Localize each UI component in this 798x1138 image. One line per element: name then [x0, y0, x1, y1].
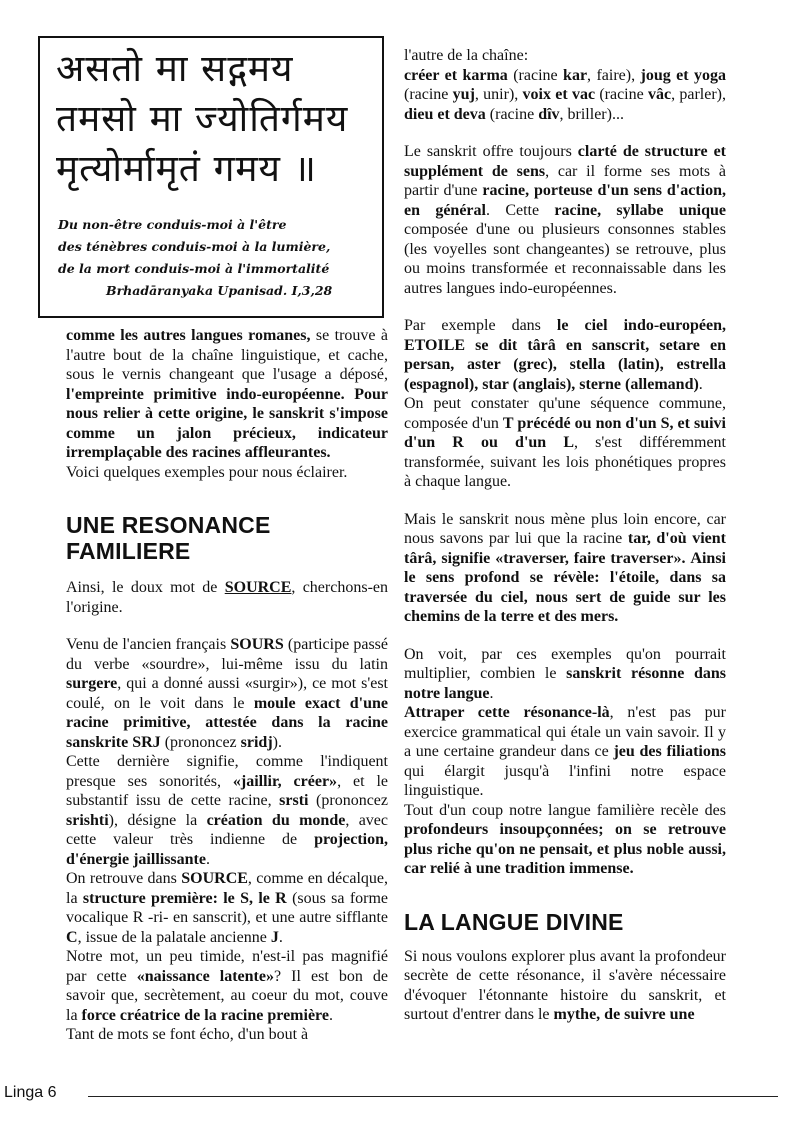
right-paragraph-4: On peut constater qu'une séquence commune, composée d'un T précédé ou non d'un S, et suivi d'un R ou d'un L, s'est différemment transformée, suivant les lois phonétiques propres à chaque langue.	[404, 395, 727, 490]
left-paragraph-7: Notre mot, un peu timide, n'est-il pas magnifié par cette «naissance latente»? Il est bon de savoir que, secrètement, au coeur du mot, couve la force créatrice de la racine première.	[66, 948, 389, 1024]
right-column	[404, 0, 726, 1025]
translation-line-3: de la mort conduis-moi à l'immortalité	[58, 261, 330, 276]
left-paragraph-8: Tant de mots se font écho, d'un bout à	[66, 1026, 309, 1043]
section-heading-resonance: UNE RESONANCE FAMILIERE	[66, 512, 271, 564]
sanskrit-line-3: मृत्योर्मामृतं गमय ॥	[56, 147, 317, 190]
right-paragraph-2: Le sanskrit offre toujours clarté de structure et supplément de sens, car il forme ses mots à partir d'une racine, porteuse d'un sens d'action, en général. Cette racine, syllabe unique composée d'une ou plusieurs consonnes stables (les voyelles sont changeantes) se retrouve, plus ou moins transformée et reconnaissable dans les autres langues indo-européennes.	[404, 143, 727, 297]
left-paragraph-3: Ainsi, le doux mot de SOURCE, cherchons-en l'origine.	[66, 579, 388, 616]
sanskrit-line-1: असतो मा सद्गमय	[56, 47, 294, 90]
left-paragraph-5: Cette dernière signifie, comme l'indiquent presque ses sonorités, «jaillir, créer», et le substantif issu de cette racine, srsti (prononcez srishti), désigne la création du monde, avec cette valeur très indienne de projection, d'énergie jaillissante.	[66, 753, 389, 868]
quote-source: Brhadāranyaka Upanisad. I,3,28	[106, 283, 333, 298]
right-paragraph-9: Si nous voulons explorer plus avant la profondeur secrète de cette résonance, il s'avère nécessaire d'évoquer l'étonnante histoire du sanskrit, et surtout d'entrer dans le mythe, de suivre une	[404, 947, 726, 1023]
left-column	[66, 0, 388, 1045]
footer-rule	[88, 1096, 778, 1097]
page-number-label: Linga 6	[4, 1084, 57, 1101]
translation-line-1: Du non-être conduis-moi à l'être	[58, 217, 287, 232]
right-paragraph-3: Par exemple dans le ciel indo-européen, ETOILE se dit târâ en sanscrit, setare en persan, aster (grec), stella (latin), estrella (espagnol), star (anglais), sterne (allemand).	[404, 317, 726, 393]
section-heading-langue-divine: LA LANGUE DIVINE	[404, 908, 624, 935]
right-paragraph-5: Mais le sanskrit nous mène plus loin encore, car nous savons par lui que la racine tar, d'où vient târâ, signifie «traverser, faire traverser». Ainsi le sens profond se révèle: l'étoile, dans sa traversée du ciel, nous sert de guide sur les chemins de la terre et des mers.	[404, 510, 727, 625]
left-paragraph-4: Venu de l'ancien français SOURS (participe passé du verbe «sourdre», lui-même issu du latin surgere, qui a donné aussi «surgir»), ce mot s'est coulé, on le voit dans le moule exact d'une racine primitive, attestée dans la racine sanskrite SRJ (prononcez sridj).	[66, 636, 388, 751]
right-paragraph-6: On voit, par ces exemples qu'on pourrait multiplier, combien le sanskrit résonne dans notre langue.	[404, 645, 726, 702]
left-paragraph-1: comme les autres langues romanes, se trouve à l'autre bout de la chaîne linguistique, et cache, sous le vernis changeant que l'usage a déposé, l'empreinte primitive indo-européenne. Pour nous relier à cette origine, le sanskrit s'impose comme un jalon précieux, indicateur irremplaçable des racines affleurantes.	[66, 327, 388, 461]
right-paragraph-1: l'autre de la chaîne: créer et karma (racine kar, faire), joug et yoga (racine yuj, unir), voix et vac (racine vâc, parler), dieu et deva (racine dîv, briller)...	[404, 47, 727, 123]
right-paragraph-7: Attraper cette résonance-là, n'est pas pur exercice grammatical qui étale un vain savoir. Il y a une certaine grandeur dans ce jeu des filiations qui élargit jusqu'à l'infini notre espace linguistique.	[404, 704, 727, 799]
right-paragraph-8: Tout d'un coup notre langue familière recèle des profondeurs insoupçonnées; on se retrouve plus riche qu'on ne pensait, et plus noble aussi, car relié à une tradition immense.	[404, 801, 726, 877]
translation-line-2: des ténèbres conduis-moi à la lumière,	[58, 239, 331, 254]
sanskrit-line-2: तमसो मा ज्योतिर्गमय	[56, 97, 349, 140]
page-footer	[4, 1084, 784, 1108]
left-paragraph-6: On retrouve dans SOURCE, comme en décalque, la structure première: le S, le R (sous sa forme vocalique R -ri- en sanscrit), et une autre sifflante C, issue de la palatale ancienne J.	[66, 870, 389, 946]
left-paragraph-2: Voici quelques exemples pour nous éclairer.	[66, 463, 348, 481]
